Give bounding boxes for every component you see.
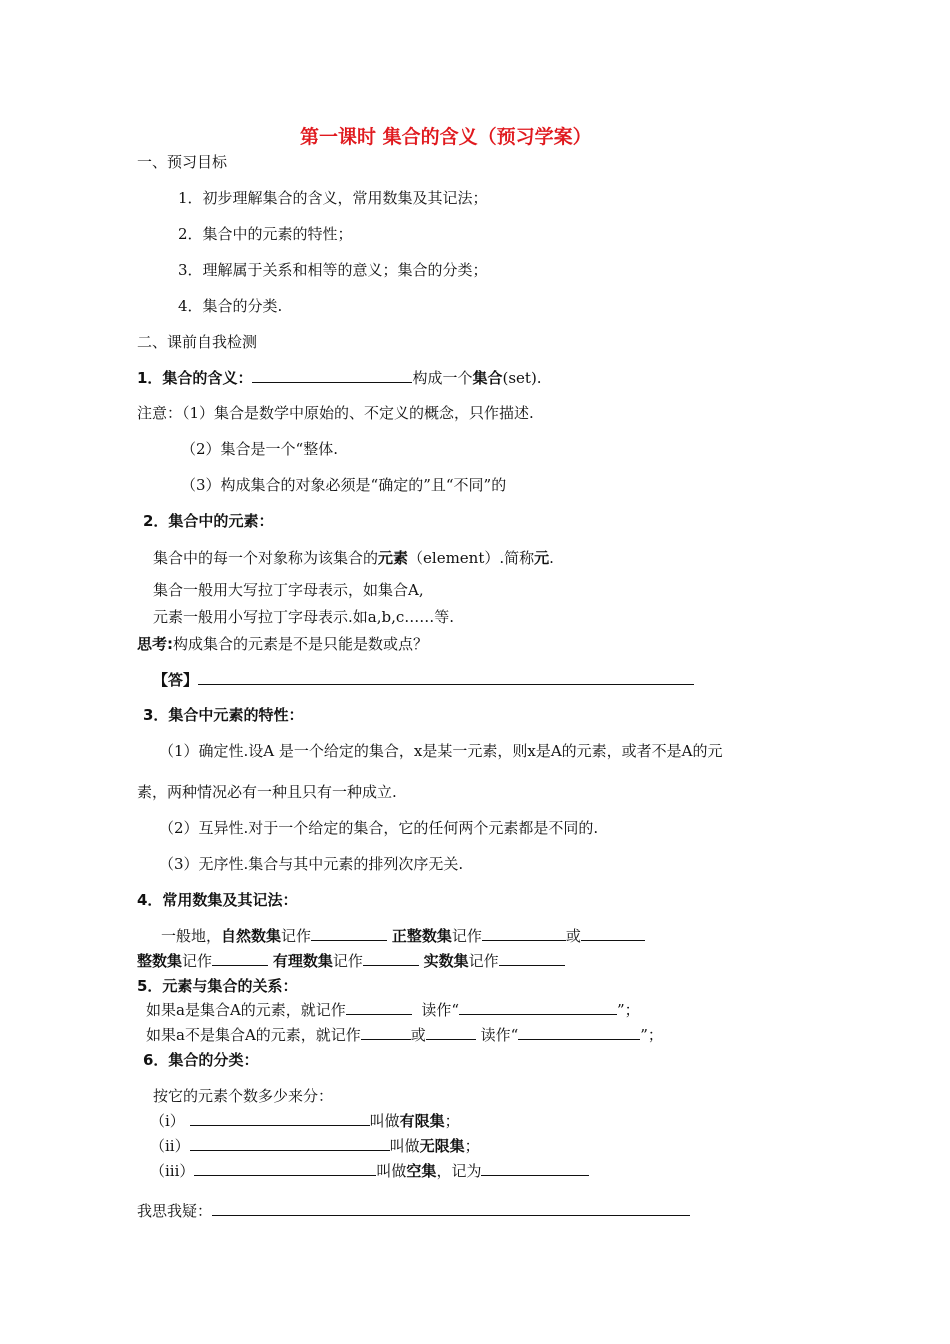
goal-item-4: 4．集合的分类. <box>178 297 283 315</box>
reflection-blank[interactable] <box>212 1201 690 1216</box>
infinite-set-term: 无限集 <box>419 1137 465 1155</box>
not-belongs-read-blank[interactable] <box>518 1025 640 1040</box>
think-text: 构成集合的元素是不是只能是数或点？ <box>173 635 429 653</box>
q2-line-3: 元素一般用小写拉丁字母表示.如a,b,c……等. <box>153 608 455 626</box>
q4-denote-1: 记作 <box>281 927 312 945</box>
q2-l1c: （element）.简称 <box>408 549 535 567</box>
rational-set-blank[interactable] <box>363 951 419 966</box>
section2-heading: 二、课前自我检测 <box>137 333 258 351</box>
q1-tail-set: (set). <box>502 369 542 387</box>
q6-line-ii <box>150 1136 480 1156</box>
q4-denote-2: 记作 <box>451 927 482 945</box>
positive-int-term: 正整数集 <box>391 927 452 945</box>
finite-set-term: 有限集 <box>399 1112 445 1130</box>
rational-set-term: 有理数集 <box>272 952 333 970</box>
q1-blank[interactable] <box>252 368 412 383</box>
page-title: 第一课时 集合的含义（预习学案） <box>300 126 592 148</box>
empty-set-term: 空集 <box>406 1162 437 1180</box>
q4-label: 4．常用数集及其记法： <box>137 891 298 909</box>
integer-set-blank[interactable] <box>212 951 268 966</box>
q6-semi-2: ； <box>464 1137 480 1155</box>
empty-set-symbol-blank[interactable] <box>481 1161 589 1176</box>
q5-l2b: 或 <box>410 1026 426 1044</box>
note-line-3: （3）构成集合的对象必须是“确定的”且“不同”的 <box>181 476 507 494</box>
not-belongs-blank-2[interactable] <box>426 1025 476 1040</box>
q6-semi-1: ； <box>444 1112 460 1130</box>
q1-line <box>137 368 542 388</box>
q6-label: 6．集合的分类： <box>143 1051 259 1069</box>
q5-l2a: 如果a不是集合A的元素，就记作 <box>146 1026 361 1044</box>
q2-line-2: 集合一般用大写拉丁字母表示，如集合A, <box>153 581 424 599</box>
q4-line-1 <box>161 926 645 946</box>
q5-l1b: 读作“ <box>421 1001 459 1019</box>
q6-ii-label: （ii） <box>150 1137 190 1155</box>
q4-prefix: 一般地， <box>161 927 222 945</box>
goal-item-2: 2．集合中的元素的特性； <box>178 225 353 243</box>
think-line <box>137 634 428 654</box>
goal-item-1: 1．初步理解集合的含义，常用数集及其记法； <box>178 189 488 207</box>
q5-l1c: ”； <box>617 1001 640 1019</box>
q6-called-1: 叫做 <box>369 1112 400 1130</box>
belongs-read-blank[interactable] <box>459 1000 617 1015</box>
q6-called-3: 叫做 <box>376 1162 407 1180</box>
not-belongs-blank-1[interactable] <box>361 1025 411 1040</box>
q1-term: 集合 <box>472 369 503 387</box>
reflection-line <box>137 1201 690 1221</box>
infinite-set-blank[interactable] <box>190 1136 390 1151</box>
q3-line-3: （3）无序性.集合与其中元素的排列次序无关. <box>159 855 464 873</box>
q5-label: 5．元素与集合的关系： <box>137 977 298 995</box>
q2-label: 2．集合中的元素： <box>143 512 274 530</box>
q4-or: 或 <box>565 927 581 945</box>
q4-line-2 <box>137 951 565 971</box>
reflection-label: 我思我疑： <box>137 1202 213 1220</box>
integer-set-term: 整数集 <box>137 952 183 970</box>
real-set-term: 实数集 <box>423 952 469 970</box>
q6-line-i <box>150 1111 460 1131</box>
goal-item-3: 3．理解属于关系和相等的意义；集合的分类； <box>178 261 488 279</box>
q4-denote-4: 记作 <box>332 952 363 970</box>
q3-label: 3．集合中元素的特性： <box>143 706 304 724</box>
empty-set-blank[interactable] <box>194 1161 376 1176</box>
q6-intro: 按它的元素个数多少来分： <box>153 1087 334 1105</box>
note-line-1: 注意：（1）集合是数学中原始的、不定义的概念，只作描述. <box>137 404 534 422</box>
q2-l1e: . <box>549 549 554 567</box>
natural-set-term: 自然数集 <box>221 927 282 945</box>
q1-tail: 构成一个 <box>412 369 473 387</box>
q3-line-1: （1）确定性.设A 是一个给定的集合，x是某一元素，则x是A的元素，或者不是A的元 <box>159 742 723 760</box>
q6-denote: ，记为 <box>436 1162 482 1180</box>
note-line-2: （2）集合是一个“整体. <box>181 440 338 458</box>
q6-line-iii <box>150 1161 589 1181</box>
section1-heading: 一、预习目标 <box>137 153 228 171</box>
answer-label: 【答】 <box>153 671 199 689</box>
natural-set-blank[interactable] <box>311 926 387 941</box>
q5-l2d: ”； <box>640 1026 663 1044</box>
q2-term-yuan: 元 <box>534 549 550 567</box>
answer-blank[interactable] <box>198 670 694 685</box>
q5-line-2 <box>146 1025 663 1045</box>
q4-denote-5: 记作 <box>468 952 499 970</box>
answer-line <box>153 670 694 690</box>
q4-denote-3: 记作 <box>182 952 213 970</box>
finite-set-blank[interactable] <box>190 1111 370 1126</box>
positive-int-blank-1[interactable] <box>482 926 566 941</box>
q2-line-1 <box>153 548 554 568</box>
q6-iii-label: （iii） <box>150 1162 195 1180</box>
q5-l2c: 读作“ <box>480 1026 519 1044</box>
positive-int-blank-2[interactable] <box>581 926 645 941</box>
q2-term-element: 元素 <box>378 549 409 567</box>
q6-i-label: （i） <box>150 1112 185 1130</box>
think-label: 思考: <box>137 635 173 653</box>
q3-line-2: （2）互异性.对于一个给定的集合，它的任何两个元素都是不同的. <box>159 819 599 837</box>
q5-l1a: 如果a是集合A的元素，就记作 <box>146 1001 346 1019</box>
q5-line-1 <box>146 1000 640 1020</box>
real-set-blank[interactable] <box>499 951 565 966</box>
belongs-blank[interactable] <box>346 1000 412 1015</box>
q1-label: 1．集合的含义： <box>137 369 253 387</box>
q6-called-2: 叫做 <box>389 1137 420 1155</box>
q3-line-1-cont: 素，两种情况必有一种且只有一种成立. <box>137 783 397 801</box>
q2-l1a: 集合中的每一个对象称为该集合的 <box>153 549 379 567</box>
